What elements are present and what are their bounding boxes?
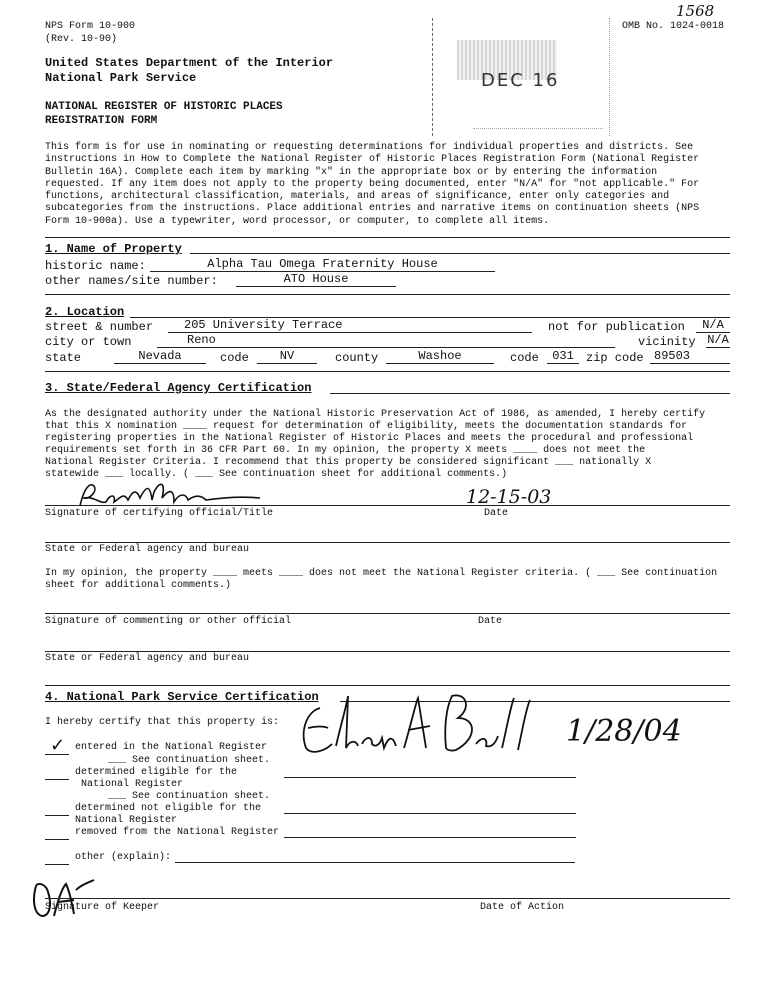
certifying-date-handwritten: 12-15-03 xyxy=(466,486,552,508)
commenting-date-label: Date xyxy=(478,616,503,627)
section4-title: 4. National Park Service Certification xyxy=(45,690,319,704)
registration-form-title: REGISTRATION FORM xyxy=(45,115,158,127)
certifying-official-signature xyxy=(70,478,290,512)
section1-title: 1. Name of Property xyxy=(45,242,182,256)
not-eligible-checkbox[interactable] xyxy=(45,805,69,816)
certification-line-5: National Register Criteria. I recommend that this property be considered significant ___ nationally X xyxy=(45,457,652,468)
county-label: county xyxy=(335,351,379,365)
state-label: state xyxy=(45,351,82,365)
received-stamp xyxy=(432,18,610,136)
department-title: United States Department of the Interior xyxy=(45,56,334,70)
certification-line-2: that this X nomination ____ request for determination of eligibility, meets the documentation standards for xyxy=(45,421,688,432)
vicinity-field[interactable]: N/A xyxy=(707,333,729,347)
removed-label: removed from the National Register xyxy=(75,827,280,838)
eligible-checkbox[interactable] xyxy=(45,769,69,780)
stamp-date: DEC 16 xyxy=(481,70,560,91)
county-code-label: code xyxy=(510,351,539,365)
omb-number: OMB No. 1024-0018 xyxy=(622,21,725,32)
agency-bureau-2-label: State or Federal agency and bureau xyxy=(45,653,250,664)
section3-title: 3. State/Federal Agency Certification xyxy=(45,381,312,395)
certification-line-3: registering properties in the National Register of Historic Places and meets the procedural and professional xyxy=(45,433,694,444)
city-field[interactable]: Reno xyxy=(157,334,615,348)
date-of-action-label: Date of Action xyxy=(480,902,565,913)
other-explain-label: other (explain): xyxy=(75,852,172,863)
state-field[interactable]: Nevada xyxy=(114,350,206,364)
not-for-publication-field[interactable]: N/A xyxy=(696,319,730,333)
opinion-line-2: sheet for additional comments.) xyxy=(45,580,232,591)
agency-bureau-label: State or Federal agency and bureau xyxy=(45,544,250,555)
certification-line-1: As the designated authority under the National Historic Preservation Act of 1986, as amended, I hereby certify xyxy=(45,409,706,420)
certifying-signature-label: Signature of certifying official/Title xyxy=(45,508,274,519)
intro-instructions: This form is for use in nominating or requesting determinations for individual properties and districts. See instructions in How to Complete the National Register of Historic Places Registration Form (National Register Bulletin 16A). Complete each item by marking "x" in the appropriate box or by entering the information requested. If any item does not apply to the property being documented, enter "N/A" for "not applicable." For functions, architectural classification, materials, and areas of significance, enter only categories and subcategories from the instructions. Place additional entries and narrative items on continuation sheets (NPS Form 10-900a). Use a typewriter, word processor, or computer, to complete all items. xyxy=(45,142,700,227)
street-label: street & number xyxy=(45,320,154,334)
eligible-label: determined eligible for the xyxy=(75,767,238,778)
entered-checkbox[interactable] xyxy=(45,744,69,755)
street-field[interactable]: 205 University Terrace xyxy=(168,319,532,333)
other-checkbox[interactable] xyxy=(45,854,69,865)
not-eligible-label-2: National Register xyxy=(75,815,178,826)
handwritten-page-number: 1568 xyxy=(676,2,715,20)
other-names-field[interactable]: ATO House xyxy=(236,273,396,287)
entered-checkmark-icon: ✓ xyxy=(50,735,66,756)
form-number: NPS Form 10-900 xyxy=(45,21,136,32)
certification-line-6: statewide ___ locally. ( ___ See continuation sheet for additional comments.) xyxy=(45,469,508,480)
zip-field[interactable]: 89503 xyxy=(650,350,730,364)
keeper-signature-label: Signature of Keeper xyxy=(45,902,160,913)
zip-label: zip code xyxy=(586,351,644,365)
keeper-certify-statement: I hereby certify that this property is: xyxy=(45,717,280,728)
service-title: National Park Service xyxy=(45,71,197,85)
register-title: NATIONAL REGISTER OF HISTORIC PLACES xyxy=(45,101,283,113)
certification-line-4: requirements set forth in 36 CFR Part 60. In my opinion, the property X meets ____ does not meet the xyxy=(45,445,646,456)
keeper-signature xyxy=(296,688,566,764)
not-for-publication-label: not for publication xyxy=(548,320,685,334)
section2-title: 2. Location xyxy=(45,305,125,319)
state-code-field[interactable]: NV xyxy=(257,350,317,364)
removed-checkbox[interactable] xyxy=(45,829,69,840)
county-code-field[interactable]: 031 xyxy=(547,350,579,364)
commenting-signature-label: Signature of commenting or other official xyxy=(45,616,292,627)
county-field[interactable]: Washoe xyxy=(386,350,494,364)
eligible-label-2: National Register xyxy=(81,779,184,790)
not-eligible-label: determined not eligible for the xyxy=(75,803,262,814)
state-code-label: code xyxy=(220,351,249,365)
opinion-line-1: In my opinion, the property ____ meets ____ does not meet the National Register criteria. ( ___ See continuation xyxy=(45,568,718,579)
city-label: city or town xyxy=(45,335,132,349)
keeper-action-date-handwritten: 1/28/04 xyxy=(566,714,682,749)
other-names-label: other names/site number: xyxy=(45,274,218,288)
historic-name-field[interactable]: Alpha Tau Omega Fraternity House xyxy=(150,258,495,272)
form-revision: (Rev. 10-90) xyxy=(45,34,118,45)
certifying-date-label: Date xyxy=(484,508,509,519)
historic-name-label: historic name: xyxy=(45,259,146,273)
eligible-continuation: ___ See continuation sheet. xyxy=(108,791,271,802)
entered-label: entered in the National Register xyxy=(75,742,268,753)
entered-continuation: ___ See continuation sheet. xyxy=(108,755,271,766)
vicinity-label: vicinity xyxy=(638,335,696,349)
